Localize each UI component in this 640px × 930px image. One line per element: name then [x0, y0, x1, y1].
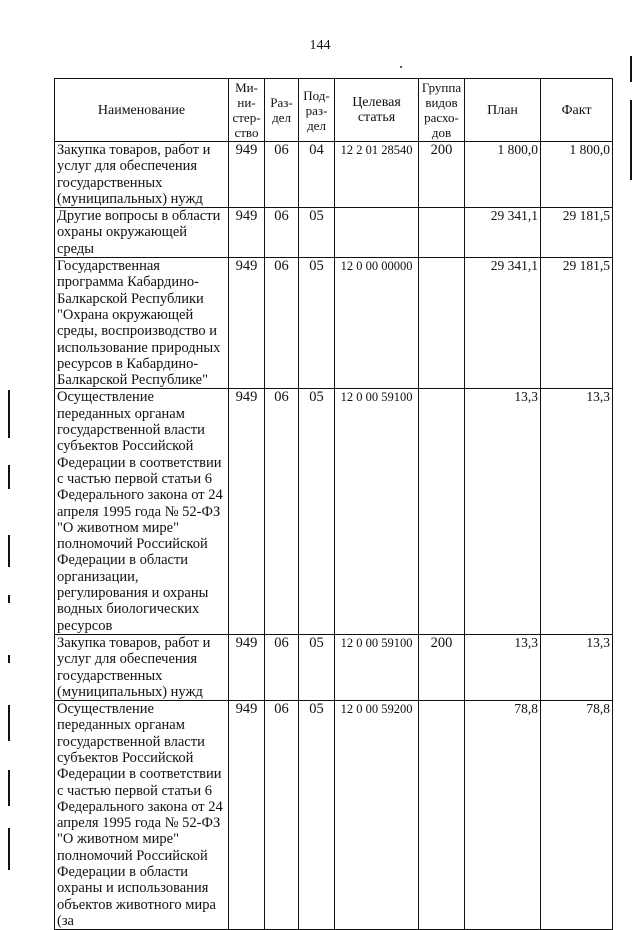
row-target [335, 208, 419, 258]
row-plan: 29 341,1 [465, 258, 541, 389]
scan-edge-mark [8, 828, 10, 870]
row-name: Закупка товаров, работ и услуг для обеспечения государственных (муниципальных) нужд [55, 142, 229, 208]
header-name: Наименование [55, 79, 229, 142]
row-subsection: 05 [299, 389, 335, 634]
row-section: 06 [265, 142, 299, 208]
row-name: Другие вопросы в области охраны окружающей среды [55, 208, 229, 258]
row-name: Осуществление переданных органам государственной власти субъектов Российской Федерации в соответствии с частью первой статьи 6 Федерального закона от 24 апреля 1995 года № 52-ФЗ "О животном мире" полномочий Российской Федерации в области организации, регулирования и охраны водных биологических ресурсов [55, 389, 229, 634]
row-section: 06 [265, 208, 299, 258]
row-group [419, 701, 465, 930]
header-group: Группа видов расхо- дов [419, 79, 465, 142]
scan-edge-mark [630, 100, 632, 180]
scan-edge-mark [8, 390, 10, 438]
row-fact: 13,3 [541, 389, 613, 634]
row-fact: 29 181,5 [541, 208, 613, 258]
row-plan: 78,8 [465, 701, 541, 930]
row-target: 12 0 00 59200 [335, 701, 419, 930]
row-plan: 1 800,0 [465, 142, 541, 208]
row-section: 06 [265, 701, 299, 930]
row-section: 06 [265, 634, 299, 700]
row-subsection: 04 [299, 142, 335, 208]
table-row [55, 701, 613, 930]
row-fact: 1 800,0 [541, 142, 613, 208]
scan-speck [400, 66, 402, 68]
row-target: 12 0 00 59100 [335, 634, 419, 700]
row-ministry: 949 [229, 634, 265, 700]
row-target: 12 2 01 28540 [335, 142, 419, 208]
row-plan: 13,3 [465, 389, 541, 634]
scan-edge-mark [630, 56, 632, 82]
row-name: Осуществление переданных органам государственной власти субъектов Российской Федерации в соответствии с частью первой статьи 6 Федерального закона от 24 апреля 1995 года № 52-ФЗ "О животном мире" полномочий Российской Федерации в области охраны и использования объектов животного мира (за [55, 701, 229, 930]
row-name: Государственная программа Кабардино-Балкарской Республики "Охрана окружающей среды, воспроизводство и использование природных ресурсов в Кабардино-Балкарской Республике" [55, 258, 229, 389]
row-ministry: 949 [229, 389, 265, 634]
header-fact: Факт [541, 79, 613, 142]
table-row [55, 208, 613, 258]
row-ministry: 949 [229, 258, 265, 389]
row-ministry: 949 [229, 701, 265, 930]
row-subsection: 05 [299, 701, 335, 930]
row-group [419, 389, 465, 634]
table-row [55, 142, 613, 208]
table-row [55, 389, 613, 634]
scan-edge-mark [8, 705, 10, 741]
header-section: Раз- дел [265, 79, 299, 142]
row-target: 12 0 00 00000 [335, 258, 419, 389]
page-number: 144 [309, 38, 331, 53]
row-section: 06 [265, 389, 299, 634]
row-ministry: 949 [229, 208, 265, 258]
row-section: 06 [265, 258, 299, 389]
row-name: Закупка товаров, работ и услуг для обеспечения государственных (муниципальных) нужд [55, 634, 229, 700]
row-subsection: 05 [299, 208, 335, 258]
scan-edge-mark [8, 770, 10, 806]
table-header-row [55, 79, 613, 142]
row-group [419, 208, 465, 258]
row-fact: 13,3 [541, 634, 613, 700]
table-row [55, 258, 613, 389]
row-ministry: 949 [229, 142, 265, 208]
budget-table [54, 78, 613, 930]
scan-edge-mark [8, 655, 10, 663]
row-fact: 78,8 [541, 701, 613, 930]
row-plan: 29 341,1 [465, 208, 541, 258]
row-fact: 29 181,5 [541, 258, 613, 389]
header-target: Целевая статья [335, 79, 419, 142]
scan-edge-mark [8, 595, 10, 603]
header-subsection: Под- раз- дел [299, 79, 335, 142]
row-target: 12 0 00 59100 [335, 389, 419, 634]
row-plan: 13,3 [465, 634, 541, 700]
row-group: 200 [419, 142, 465, 208]
header-ministry: Ми- ни- стер- ство [229, 79, 265, 142]
scan-edge-mark [8, 465, 10, 489]
scan-edge-mark [8, 535, 10, 567]
row-subsection: 05 [299, 258, 335, 389]
row-group: 200 [419, 634, 465, 700]
header-plan: План [465, 79, 541, 142]
table-row [55, 634, 613, 700]
row-subsection: 05 [299, 634, 335, 700]
row-group [419, 258, 465, 389]
